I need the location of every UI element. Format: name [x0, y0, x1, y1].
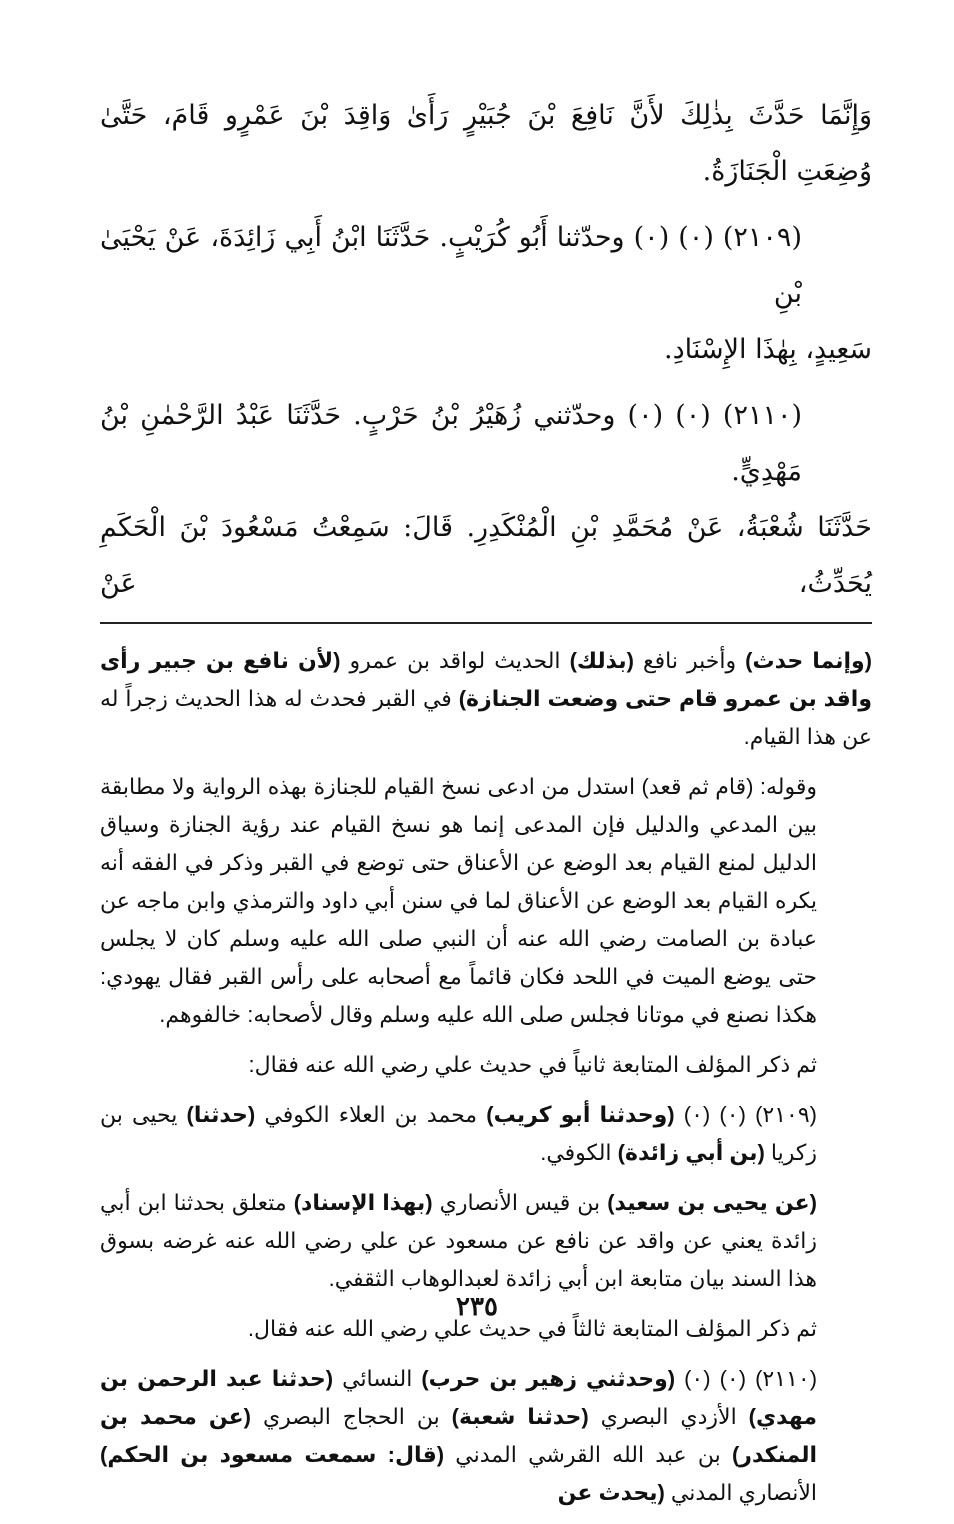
commentary-text: وأخبر نافع	[633, 648, 746, 673]
commentary-text: الحديث لواقد بن عمرو	[340, 648, 570, 673]
commentary-paragraph: ثم ذكر المؤلف المتابعة ثالثاً في حديث علي رضي الله عنه فقال.	[247, 1316, 817, 1341]
commentary-text: محمد بن العلاء الكوفي	[255, 1102, 487, 1127]
commentary-paragraph	[100, 1360, 872, 1512]
quoted-phrase: (وحدثني زهير بن حرب)	[421, 1366, 676, 1391]
hadith-line: (٢١١٠) (٠) (٠) وحدّثني زُهَيْرُ بْنُ حَرْبٍ. حَدَّثَنَا عَبْدُ الرَّحْمٰنِ بْنُ مَهْدِيٍّ.	[100, 400, 803, 487]
commentary-text: في القبر فحدث له هذا الحديث زجراً له عن هذا القيام.	[100, 686, 872, 749]
commentary-text: بن عبد الله القرشي المدني	[444, 1442, 732, 1467]
commentary-text: الأنصاري المدني	[664, 1480, 817, 1505]
page-number: ٢٣٥	[456, 1292, 498, 1322]
commentary-paragraph: وقوله: (قام ثم قعد) استدل من ادعى نسخ القيام للجنازة بهذه الرواية ولا مطابقة بين المدعي والدليل فإن المدعى إنما هو نسخ القيام عند رؤية الجنازة وسياق الدليل لمنع القيام بعد الوضع عن الأعناق حتى توضع في القبر وذكر في الفقه أنه يكره القيام بعد الوضع عن الأعناق لما في سنن أبي داود والترمذي وابن ماجه عن عبادة بن الصامت رضي الله عنه أن النبي صلى الله عليه وسلم كان لا يجلس حتى يوضع الميت في اللحد فكان قائماً مع أصحابه على رأس القبر فقال يهودي: هكذا نصنع في موتانا فجلس صلى الله عليه وسلم وقال لأصحابه: خالفوهم.	[100, 774, 817, 1027]
commentary-text: بن قيس الأنصاري	[432, 1190, 608, 1215]
quoted-phrase: (بهذا الإسناد)	[293, 1190, 433, 1215]
quoted-phrase: (قال: سمعت مسعود بن الحكم)	[100, 1442, 445, 1467]
quoted-phrase: (حدثنا)	[186, 1102, 256, 1127]
quoted-phrase: (حدثنا شعبة)	[451, 1404, 589, 1429]
quoted-phrase: (بن أبي زائدة)	[617, 1140, 765, 1165]
quoted-phrase: (وإنما حدث)	[745, 648, 872, 673]
hadith-line: حَدَّثَنَا شُعْبَةُ، عَنْ مُحَمَّدِ بْنِ الْمُنْكَدِرِ. قَالَ: سَمِعْتُ مَسْعُودَ بْنَ الْحَكَمِ يُحَدِّثُ، عَنْ	[100, 512, 872, 599]
commentary-paragraph	[100, 642, 872, 756]
commentary-text: الكوفي.	[540, 1140, 618, 1165]
commentary-text: يحيى بن زكريا	[100, 1102, 817, 1165]
commentary-paragraph	[100, 1184, 872, 1298]
hadith-number: (٢١١٠) (٠) (٠)	[675, 1366, 818, 1391]
hadith-number: (٢١٠٩) (٠) (٠)	[674, 1102, 817, 1127]
hadith-line: وَإِنَّمَا حَدَّثَ بِذٰلِكَ لأَنَّ نَافِعَ بْنَ جُبَيْرٍ رَأَىٰ وَاقِدَ بْنَ عَمْرٍو قَامَ، حَتَّىٰ وُضِعَتِ الْجَنَازَةُ.	[100, 100, 872, 187]
commentary-paragraph	[100, 1096, 872, 1172]
commentary-text: متعلق بحدثنا ابن أبي زائدة يعني عن واقد عن نافع عن مسعود عن علي رضي الله عنه غرضه بسوق هذا السند بيان متابعة ابن أبي زائدة لعبدالوهاب الثقفي.	[100, 1190, 817, 1291]
quoted-phrase: (بذلك)	[569, 648, 634, 673]
hadith-paragraph-2110	[100, 388, 872, 612]
quoted-phrase: (عن محمد بن المنكدر)	[100, 1404, 817, 1467]
quoted-phrase: (وحدثنا أبو كريب)	[486, 1102, 675, 1127]
hadith-paragraph-2109	[100, 210, 872, 378]
hadith-line: (٢١٠٩) (٠) (٠) وحدّثنا أَبُو كُرَيْبٍ. حَدَّثَنَا ابْنُ أَبِي زَائِدَةَ، عَنْ يَحْيَىٰ بْنِ	[100, 222, 802, 309]
quoted-phrase: (عن يحيى بن سعيد)	[607, 1190, 817, 1215]
hadith-paragraph-1	[100, 88, 872, 200]
commentary-paragraph: ثم ذكر المؤلف المتابعة ثانياً في حديث علي رضي الله عنه فقال:	[248, 1052, 817, 1077]
commentary-text: بن الحجاج البصري	[251, 1404, 452, 1429]
hadith-text	[100, 88, 872, 612]
quoted-phrase: (يحدث عن	[557, 1480, 665, 1505]
quoted-phrase: (لأن نافع بن جبير رأى واقد بن عمرو قام حتى وضعت الجنازة)	[100, 648, 872, 711]
section-divider	[100, 622, 872, 624]
quoted-phrase: (حدثنا عبد الرحمن بن مهدي)	[100, 1366, 817, 1429]
hadith-line: سَعِيدٍ، بِهٰذَا الإِسْنَادِ.	[664, 334, 872, 365]
commentary	[100, 642, 872, 1512]
commentary-text: الأزدي البصري	[588, 1404, 749, 1429]
commentary-text: النسائي	[333, 1366, 422, 1391]
